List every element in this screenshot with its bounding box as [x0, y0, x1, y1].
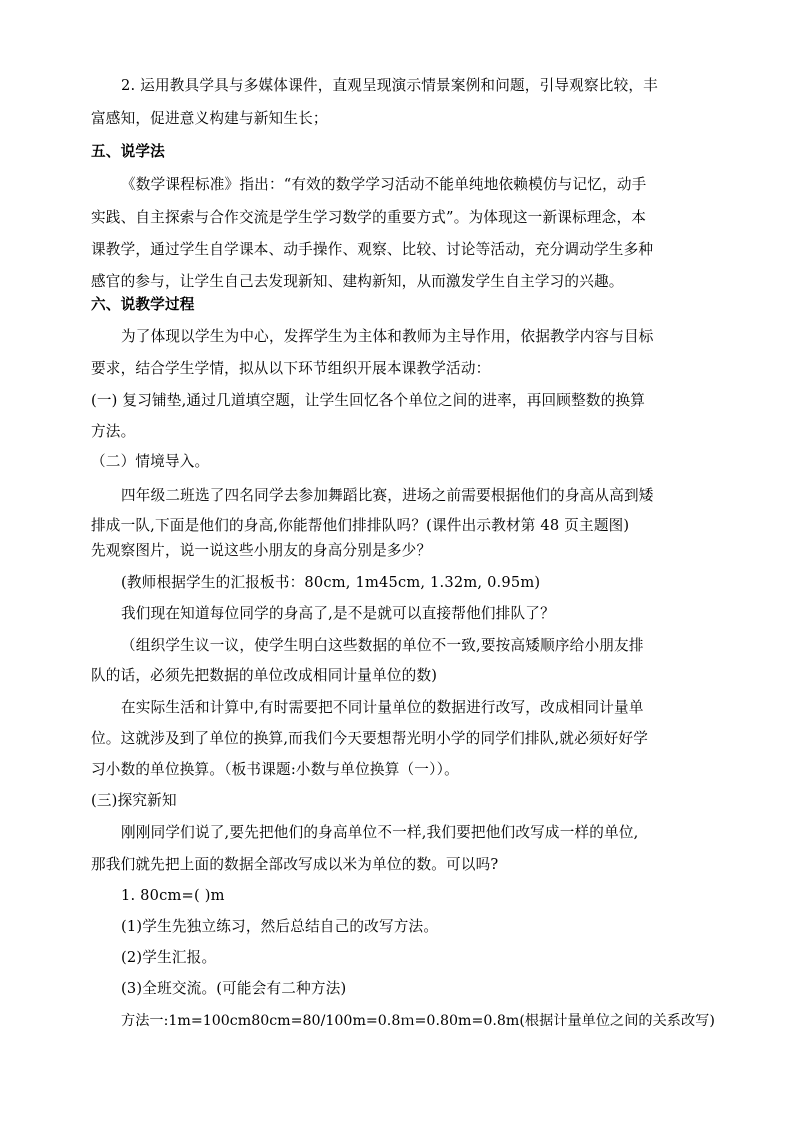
paragraph-line: 《数学课程标准》指出：“有效的数学学习活动不能单纯地依赖模仿与记忆，动手 [121, 176, 647, 193]
paragraph-line: 要求，结合学生学情，拟从以下环节组织开展本课教学活动： [91, 360, 491, 377]
paragraph-line: 在实际生活和计算中,有时需要把不同计量单位的数据进行改写，改成相同计量单 [121, 699, 644, 716]
paragraph-line: 为了体现以学生为中心，发挥学生为主体和教师为主导作用，依据教学内容与目标 [121, 328, 654, 345]
paragraph-line: 实践、自主探索与合作交流是学生学习数学的重要方式”。为体现这一新课标理念，本 [91, 209, 647, 226]
paragraph-line: 课教学，通过学生自学课本、动手操作、观察、比较、讨论等活动，充分调动学生多种 [91, 241, 654, 258]
paragraph-line: 位。这就涉及到了单位的换算,而我们今天要想帮光明小学的同学们排队,就必须好好学 [91, 730, 649, 747]
method-line: 方法一:1m=100cm80cm=80/100m=0.8ｍ=0.80m=0.8m(根据计量单位之间的关系改写) [121, 1013, 715, 1029]
paragraph-line: 先观察图片，说一说这些小朋友的身高分别是多少？ [91, 542, 432, 559]
paragraph-line: 那我们就先把上面的数据全部改写成以米为单位的数。可以吗? [91, 856, 499, 873]
paragraph-line: 2. 运用教具学具与多媒体课件，直观呈现演示情景案例和问题，引导观察比较，丰 [121, 77, 658, 94]
section-heading-study-method: 五、说学法 [91, 143, 165, 160]
paragraph-line: (一) 复习铺垫,通过几道填空题，让学生回忆各个单位之间的进率，再回顾整数的换算 [91, 392, 646, 409]
paragraph-line: 方法。 [91, 423, 136, 440]
subheading-scenario: （二）情境导入。 [91, 453, 210, 470]
paragraph-line: 感官的参与，让学生自己去发现新知、建构新知，从而激发学生自主学习的兴趣。 [91, 273, 624, 290]
paragraph-line: 排成一队,下面是他们的身高,你能帮他们排排队吗？(课件出示教材第 48 页主题图) [91, 517, 630, 534]
paragraph-line: 我们现在知道每位同学的身高了,是不是就可以直接帮他们排队了？ [121, 605, 555, 622]
exercise-line: 1. 80cm=( )m [121, 887, 225, 904]
paragraph-line: （组织学生议一议，使学生明白这些数据的单位不一致,要按高矮顺序给小朋友排 [121, 637, 644, 654]
paragraph-line: 富感知，促进意义构建与新知生长； [91, 110, 328, 127]
paragraph-line: 刚刚同学们说了,要先把他们的身高单位不一样,我们要把他们改写成一样的单位, [121, 824, 639, 841]
paragraph-line: 习小数的单位换算。（板书课题:小数与单位换算（一））。 [91, 761, 459, 778]
paragraph-line: 队的话，必须先把数据的单位改成相同计量单位的数) [91, 667, 438, 684]
paragraph-line: 四年级二班选了四名同学去参加舞蹈比赛，进场之前需要根据他们的身高从高到矮 [121, 487, 654, 504]
section-heading-teaching-process: 六、说教学过程 [91, 296, 195, 313]
paragraph-line: (教师根据学生的汇报板书：80cm, 1m45cm, 1.32m, 0.95m) [121, 574, 541, 591]
paragraph-line: (3)全班交流。(可能会有二种方法) [121, 980, 347, 997]
paragraph-line: (2)学生汇报。 [121, 949, 217, 966]
paragraph-line: (1)学生先独立练习，然后总结自己的改写方法。 [121, 918, 439, 935]
subheading-explore: (三)探究新知 [91, 792, 177, 809]
